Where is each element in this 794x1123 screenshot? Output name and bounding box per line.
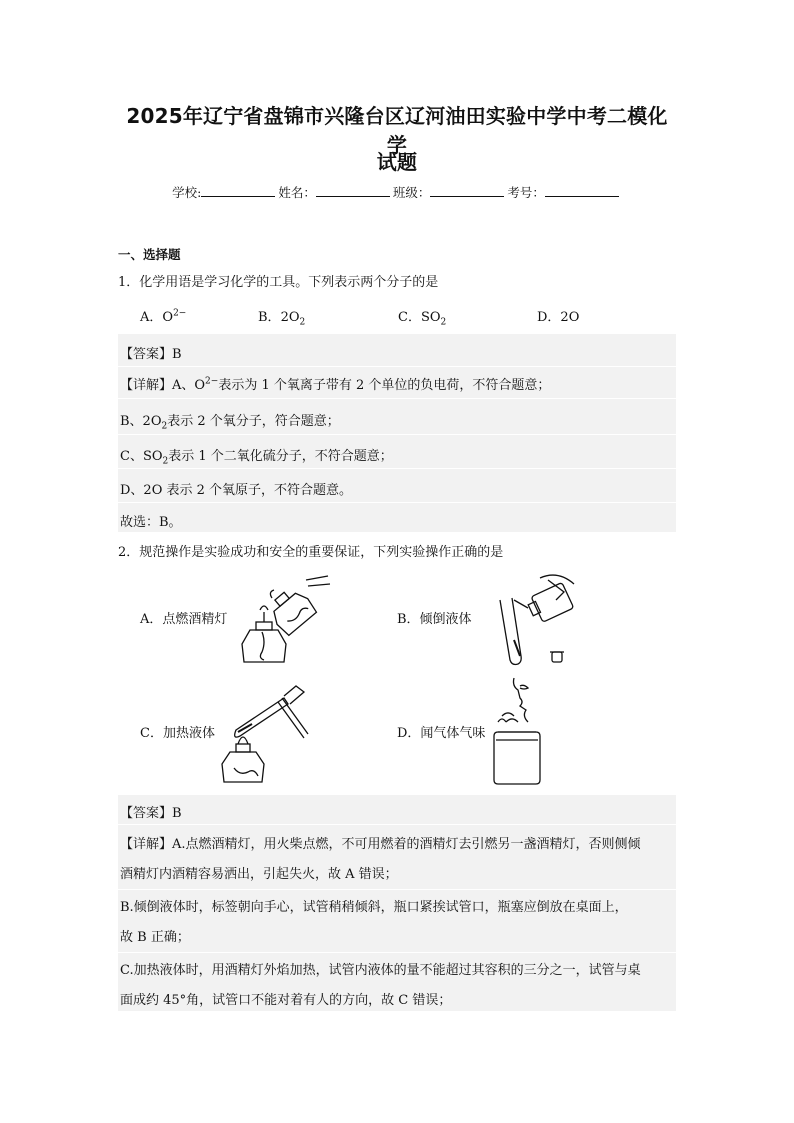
section-heading: 一、选择题 — [118, 247, 181, 262]
q1-detail-3: C、$SO_2$表示 1 个二氧化硫分子，不符合题意； — [120, 449, 393, 467]
q1-option-a: A．$O^{2-}$ — [140, 308, 187, 325]
q1-conclusion: 故选：B。 — [120, 515, 182, 530]
exam-title-line1: 2025年辽宁省盘锦市兴隆台区辽河油田实验中学中考二模化学 — [126, 104, 668, 157]
exam-number-blank[interactable] — [545, 184, 619, 197]
student-info-line — [118, 183, 676, 201]
q1-answer: 【答案】B — [120, 347, 182, 362]
class-label: 班级： — [392, 185, 431, 200]
q2-detail-6: 面成约 45°角，试管口不能对着有人的方向，故 C 错误； — [120, 993, 452, 1008]
heating-liquid-figure — [218, 678, 338, 786]
q2-option-d: D．闻气体气味 — [397, 726, 486, 741]
exam-title-line2: 试题 — [376, 150, 418, 174]
q1-detail-2: B、$2O_2$表示 2 个氧分子，符合题意； — [120, 414, 340, 432]
q1-option-b: B．$2O_2$ — [258, 310, 306, 328]
q1-detail-1: 【详解】A、$O^{2-}$表示为 1 个氧离子带有 2 个单位的负电荷，不符合题意； — [120, 376, 551, 393]
class-blank[interactable] — [430, 184, 504, 197]
school-blank[interactable] — [201, 184, 275, 197]
q2-detail-5: C.加热液体时，用酒精灯外焰加热，试管内液体的量不能超过其容积的三分之一，试管与桌 — [120, 963, 641, 978]
q1-stem: 1．化学用语是学习化学的工具。下列表示两个分子的是 — [118, 275, 439, 290]
q2-detail-3: B.倾倒液体时，标签朝向手心，试管稍稍倾斜，瓶口紧挨试管口，瓶塞应倒放在桌面上， — [120, 900, 628, 915]
q2-detail-4: 故 B 正确； — [120, 930, 190, 945]
q2-detail-2: 酒精灯内酒精容易洒出，引起失火，故 A 错误； — [120, 867, 398, 882]
q1-option-d: D．2O — [537, 310, 580, 325]
q1-option-c: C．$SO_2$ — [398, 310, 447, 328]
alcohol-lamp-lighting-figure — [228, 572, 338, 668]
exam-number-label: 考号： — [507, 185, 545, 200]
q1-detail-4: D、2O 表示 2 个氧原子，不符合题意。 — [120, 483, 353, 498]
q2-option-b: B．倾倒液体 — [397, 612, 472, 627]
school-label: 学校: — [172, 185, 202, 200]
q2-answer: 【答案】B — [120, 806, 182, 821]
q2-stem: 2．规范操作是实验成功和安全的重要保证，下列实验操作正确的是 — [118, 545, 504, 560]
q2-option-c: C．加热液体 — [140, 726, 215, 741]
smelling-gas-figure — [484, 676, 564, 786]
q2-option-a: A．点燃酒精灯 — [140, 612, 228, 627]
q2-detail-1: 【详解】A.点燃酒精灯，用火柴点燃，不可用燃着的酒精灯去引燃另一盏酒精灯，否则侧倾 — [120, 837, 641, 852]
name-blank[interactable] — [316, 184, 390, 197]
name-label: 姓名： — [278, 185, 316, 200]
pouring-liquid-figure — [478, 570, 588, 670]
